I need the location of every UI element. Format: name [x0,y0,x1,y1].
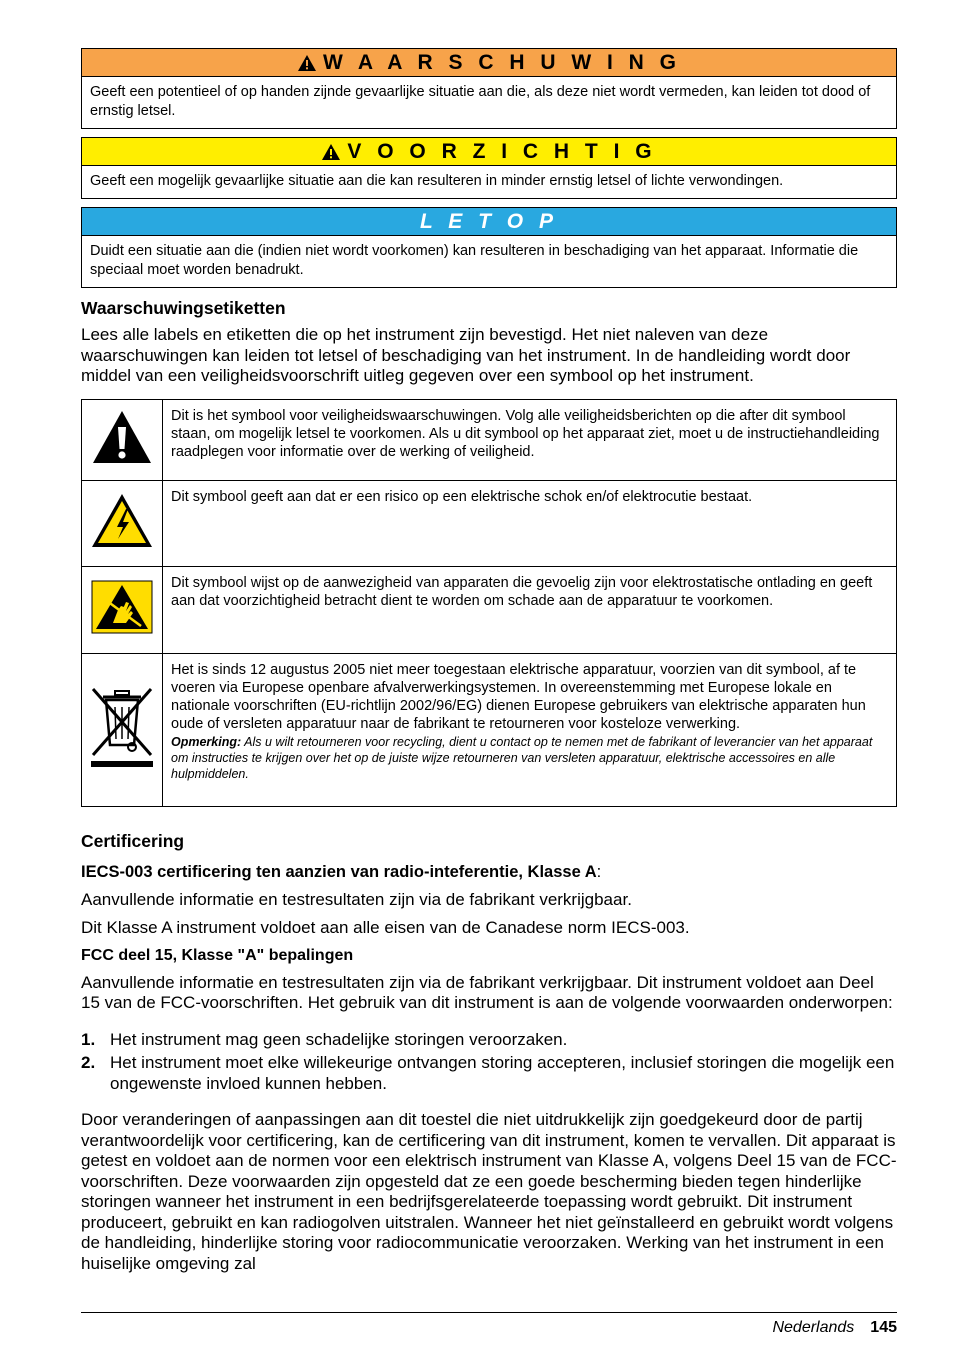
list-item [81,1053,897,1094]
fcc-paragraph-2: Door veranderingen of aanpassingen aan dit toestel die niet uitdrukkelijk zijn goedgekeurd door de partij verantwoordelijk voor certificering, kan de certificering van dit instrument, komen te vervallen. Dit apparaat is getest en voldoet aan de normen voor een elektrisch instrument van Klasse A, volgens Deel 15 van de FCC-voorschriften. Deze voorwaarden zijn opgesteld dat ze een goede bescherming bieden tegen hinderlijke storingen wanneer het instrument in een bedrijfsgerelateerde toepassing wordt gebruikt. Dit instrument produceert, gebruikt en kan radiogolven uitstralen. Wanneer het niet geïnstalleerd en gebruikt wordt volgens de handleiding, hinderlijke storing voor radiocommunicatie veroorzaken. Werking van het instrument in een huiselijke omgeving zal [81,1110,897,1273]
caution-title: V O O R Z I C H T I G [347,139,657,163]
caution-header [82,138,896,166]
footer-language: Nederlands [772,1319,855,1336]
symbol-description: Dit symbool wijst op de aanwezigheid van apparaten die gevoelig zijn voor elektrostatische ontlading en geeft aan dat voorzichtigheid betracht dient te worden om schade aan de apparatuur te voorkomen. [163,566,897,653]
list-text: Het instrument moet elke willekeurige ontvangen storing accepteren, inclusief storingen die mogelijk een ongewenste invloed kunnen hebben. [110,1053,895,1093]
weee-text: Het is sinds 12 augustus 2005 niet meer toegestaan elektrische apparatuur, voorzien van dit symbool, af te voeren via Europese openbare afvalverwerkingsystemen. In overeenstemming met Europese lokale en nationale voorschriften (EU-richtlijn 2002/96/EG) dienen Europese gebruikers van elektrische apparaten hun oude of versleten apparatuur naar de fabrikant te retourneren voor kosteloze verwerking. [171,661,866,732]
note-text: Als u wilt retourneren voor recycling, dient u contact op te nemen met de fabrikant of leverancier van het apparaat om instructies te krijgen over het op de juiste wijze retourneren van versleten apparatuur, elektrische accessoires en alle hulpmiddelen. [171,734,873,781]
symbol-row [82,399,897,480]
list-number: 1. [81,1029,96,1049]
notice-text: Duidt een situatie aan die (indien niet wordt voorkomen) kan resulteren in beschadiging van het apparaat. Informatie die speciaal moet worden benadrukt. [90,243,859,278]
weee-crossed-bin-icon [87,685,157,769]
cert-heading: Certificering [81,830,185,851]
notice-header [82,208,896,236]
notice-box [81,207,897,288]
iecs-paragraph-2: Dit Klasse A instrument voldoet aan alle eisen van de Canadese norm IECS-003. [81,918,690,937]
iecs-paragraph-1: Aanvullende informatie en testresultaten zijn via de fabrikant verkrijgbaar. [81,889,632,909]
symbol-row [82,480,897,566]
warning-text: Geeft een potentieel of op handen zijnde gevaarlijke situatie aan die, als deze niet wordt vermeden, kan leiden tot dood of ernstig letsel. [90,84,871,119]
warning-triangle-icon [297,54,317,72]
caution-box [81,137,897,199]
labels-intro: Lees alle labels en etiketten die op het instrument zijn bevestigd. Het niet naleven van deze waarschuwingen kan leiden tot letsel of beschadiging van het instrument. In de handleiding wordt door middel van een veiligheidsvoorschrift uitleg gegeven over een symbool op het instrument. [81,325,851,385]
iecs-heading-colon: : [596,862,602,881]
iecs-heading-text: IECS-003 certificering ten aanzien van radio-inteferentie, Klasse A [81,862,597,881]
electrical-shock-icon [90,492,154,550]
general-warning-icon [91,409,153,465]
list-text: Het instrument mag geen schadelijke storingen veroorzaken. [110,1029,568,1049]
caution-text: Geeft een mogelijk gevaarlijke situatie aan die kan resulteren in minder ernstig letsel of lichte verwondingen. [90,173,784,189]
list-number: 2. [81,1053,96,1072]
fcc-paragraph-1: Aanvullende informatie en testresultaten zijn via de fabrikant verkrijgbaar. Dit instrument voldoet aan Deel 15 van de FCC-voorschriften. Het gebruik van dit instrument is aan de volgende voorwaarden onderworpen: [81,972,893,1012]
symbols-table [81,399,897,807]
symbol-description [163,653,897,806]
warning-triangle-icon [321,143,341,161]
manual-page [81,48,897,1274]
fcc-heading: FCC deel 15, Klasse "A" bepalingen [81,946,354,964]
warning-title: W A A R S C H U W I N G [322,50,682,74]
warning-box [81,48,897,129]
conditions-list [81,1030,897,1095]
labels-heading: Waarschuwingsetiketten [81,298,286,318]
esd-sensitive-icon [91,580,153,634]
page-footer [81,1312,897,1337]
symbol-description: Dit is het symbool voor veiligheidswaarschuwingen. Volg alle veiligheidsberichten op die after dit symbool staan, om mogelijk letsel te voorkomen. Als u dit symbool op het apparaat ziet, moet u de instructiehandleiding raadplegen voor informatie over de werking of veiligheid. [163,399,897,480]
symbol-row [82,566,897,653]
warning-header [82,49,896,77]
symbol-description: Dit symbool geeft aan dat er een risico op een elektrische schok en/of elektrocutie bestaat. [163,480,897,566]
page-number: 145 [870,1319,897,1336]
list-item [81,1030,897,1051]
notice-title: L E T O P [420,209,558,233]
iecs-heading [81,863,897,882]
note-label: Opmerking: [171,734,242,749]
weee-note [171,734,888,782]
symbol-row [82,653,897,806]
